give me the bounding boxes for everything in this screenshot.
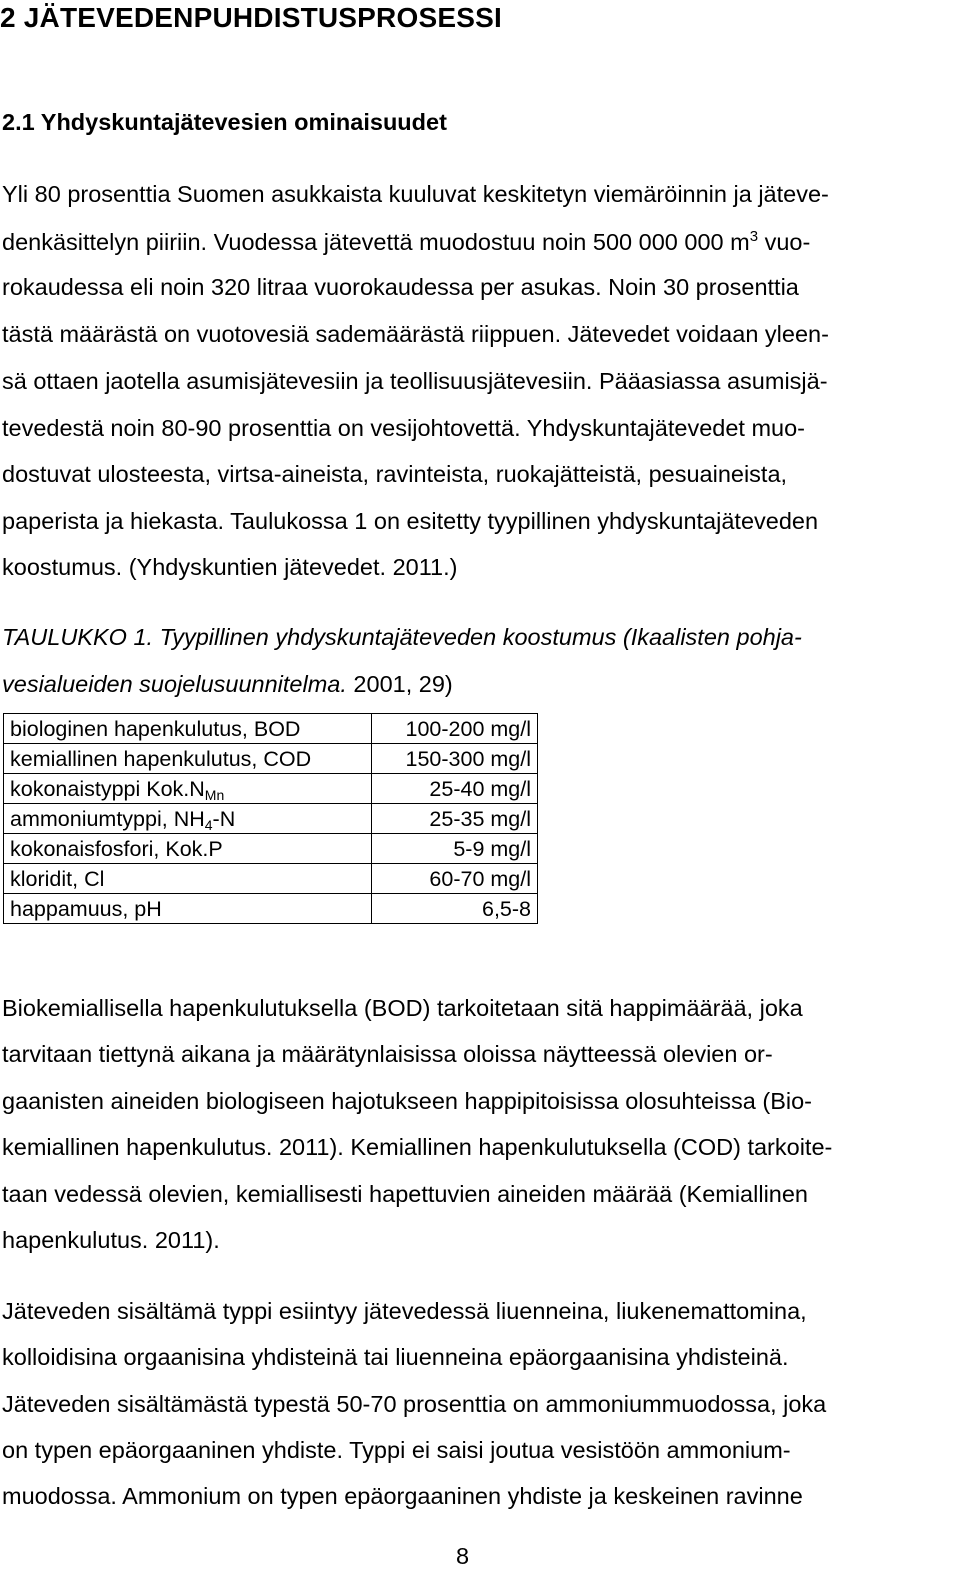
table-row xyxy=(4,834,538,864)
body-line: muodossa. Ammonium on typen epäorgaaninen yhdiste ja keskeinen ravinne xyxy=(2,1483,803,1509)
table-cell-parameter: kokonaisfosfori, Kok.P xyxy=(4,834,372,864)
table-row xyxy=(4,744,538,774)
intro-line: denkäsittelyn piiriin. Vuodessa jätevettä muodostuu noin 500 000 000 $m^3$ vuo- xyxy=(2,228,811,255)
page-number: 8 xyxy=(456,1543,470,1569)
composition-table xyxy=(3,713,538,924)
body-line: hapenkulutus. 2011). xyxy=(2,1227,220,1253)
table-caption: vesialueiden suojelusuunnitelma. 2001, 29) xyxy=(2,671,453,697)
intro-line: paperista ja hiekasta. Taulukossa 1 on esitetty tyypillinen yhdyskuntajäteveden xyxy=(2,508,819,534)
intro-line: tevedestä noin 80-90 prosenttia on vesijohtovettä. Yhdyskuntajätevedet muo- xyxy=(2,415,806,441)
body-line: Jäteveden sisältämästä typestä 50-70 prosenttia on ammoniummuodossa, joka xyxy=(2,1391,827,1417)
table-row xyxy=(4,804,538,834)
body-line: tarvitaan tiettynä aikana ja määrätynlaisissa oloissa näytteessä olevien or- xyxy=(2,1041,773,1067)
table-cell-value: 25-35 mg/l xyxy=(372,804,538,834)
table-cell-value: 25-40 mg/l xyxy=(372,774,538,804)
intro-line: dostuvat ulosteesta, virtsa-aineista, ravinteista, ruokajätteistä, pesuaineista, xyxy=(2,461,788,487)
section-heading: 2.1 Yhdyskuntajätevesien ominaisuudet xyxy=(2,109,447,135)
intro-line: koostumus. (Yhdyskuntien jätevedet. 2011.) xyxy=(2,554,458,580)
table-cell-parameter: kloridit, Cl xyxy=(4,864,372,894)
intro-line: tästä määrästä on vuotovesiä sademäärästä riippuen. Jätevedet voidaan yleen- xyxy=(2,321,829,347)
table-row xyxy=(4,774,538,804)
body-line: taan vedessä olevien, kemiallisesti hapettuvien aineiden määrää (Kemiallinen xyxy=(2,1181,808,1207)
table-row xyxy=(4,714,538,744)
table-row xyxy=(4,864,538,894)
body-line: kemiallinen hapenkulutus. 2011). Kemiallinen hapenkulutuksella (COD) tarkoite- xyxy=(2,1134,833,1160)
cubic-exponent: 3 xyxy=(749,228,759,245)
body-line: Biokemiallisella hapenkulutuksella (BOD) tarkoitetaan sitä happimäärää, joka xyxy=(2,995,803,1021)
intro-line: rokaudessa eli noin 320 litraa vuorokaudessa per asukas. Noin 30 prosenttia xyxy=(2,274,799,300)
table-cell-parameter: biologinen hapenkulutus, BOD xyxy=(4,714,372,744)
table-cell-value: 6,5-8 xyxy=(372,894,538,924)
table-caption: TAULUKKO 1. Tyypillinen yhdyskuntajäteveden koostumus (Ikaalisten pohja- xyxy=(2,624,802,650)
table-cell-parameter: kemiallinen hapenkulutus, COD xyxy=(4,744,372,774)
body-line: on typen epäorgaaninen yhdiste. Typpi ei saisi joutua vesistöön ammonium- xyxy=(2,1437,791,1463)
table-row xyxy=(4,894,538,924)
table-cell-value: 60-70 mg/l xyxy=(372,864,538,894)
body-line: kolloidisina orgaanisina yhdisteinä tai liuenneina epäorgaanisina yhdisteinä. xyxy=(2,1344,789,1370)
body-line: gaanisten aineiden biologiseen hajotukseen happipitoisissa olosuhteissa (Bio- xyxy=(2,1088,812,1114)
table-cell-value: 150-300 mg/l xyxy=(372,744,538,774)
table-cell-value: 5-9 mg/l xyxy=(372,834,538,864)
table-cell-value: 100-200 mg/l xyxy=(372,714,538,744)
body-line: Jäteveden sisältämä typpi esiintyy jätevedessä liuenneina, liukenemattomina, xyxy=(2,1298,807,1324)
intro-line: sä ottaen jaotella asumisjätevesiin ja teollisuusjätevesiin. Pääasiassa asumisjä- xyxy=(2,368,828,394)
table-cell-parameter: kokonaistyppi $Kok.N_{Mn}$ xyxy=(4,774,372,804)
table-cell-parameter: ammoniumtyppi, $NH_4-N$ xyxy=(4,804,372,834)
chapter-heading: 2 JÄTEVEDENPUHDISTUSPROSESSI xyxy=(0,2,502,33)
table-cell-parameter: happamuus, pH xyxy=(4,894,372,924)
intro-line: Yli 80 prosenttia Suomen asukkaista kuuluvat keskitetyn viemäröinnin ja jäteve- xyxy=(2,181,829,207)
